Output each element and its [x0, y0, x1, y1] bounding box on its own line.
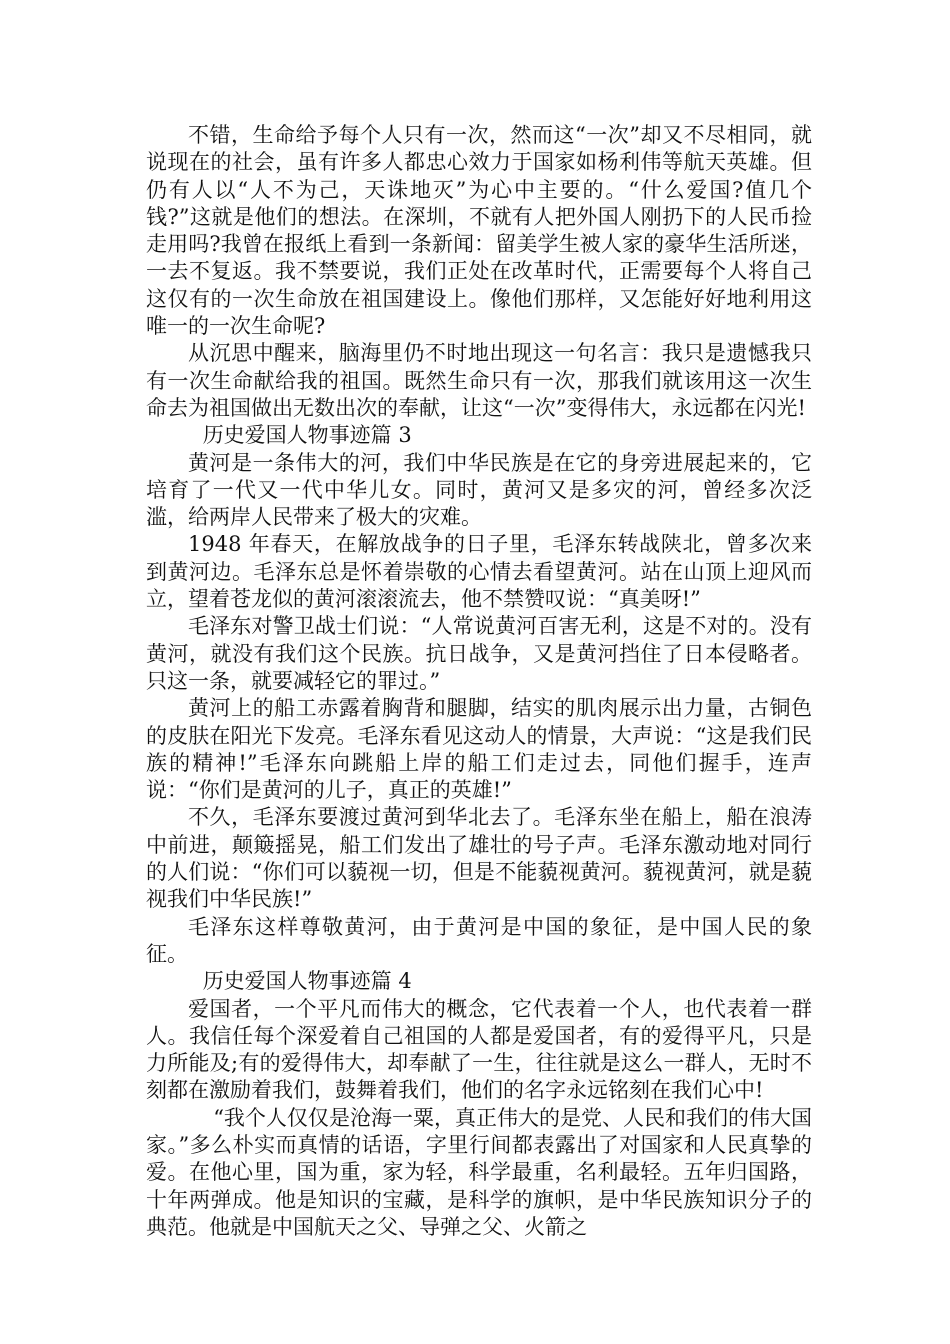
document-body [146, 122, 812, 1241]
paragraph: 黄河是一条伟大的河，我们中华民族是在它的身旁进展起来的，它培育了一代又一代中华儿女。同时，黄河又是多灾的河，曾经多次泛滥，给两岸人民带来了极大的灾难。 [146, 450, 812, 530]
section-heading: 历史爱国人物事迹篇 3 [202, 423, 412, 448]
paragraph: “我个人仅仅是沧海一粟，真正伟大的是党、人民和我们的伟大国家。”多么朴实而真情的话语，字里行间都表露出了对国家和人民真挚的爱。在他心里，国为重，家为轻，科学最重，名利最轻。五年归国路，十年两弹成。他是知识的宝藏，是科学的旗帜，是中华民族知识分子的典范。他就是中国航天之父、导弹之父、火箭之 [146, 1105, 812, 1239]
paragraph: 不久，毛泽东要渡过黄河到华北去了。毛泽东坐在船上，船在浪涛中前进，颠簸摇晃，船工们发出了雄壮的号子声。毛泽东激动地对同行的人们说：“你们可以藐视一切，但是不能藐视黄河。藐视黄河，就是藐视我们中华民族!” [146, 805, 812, 912]
paragraph: 不错，生命给予每个人只有一次，然而这“一次”却又不尽相同，就说现在的社会，虽有许多人都忠心效力于国家如杨利伟等航天英雄。但仍有人以“人不为己，天诛地灭”为心中主要的。“什么爱国?值几个钱?”这就是他们的想法。在深圳，不就有人把外国人刚扔下的人民币捡走用吗?我曾在报纸上看到一条新闻：留美学生被人家的豪华生活所迷，一去不复返。我不禁要说，我们正处在改革时代，正需要每个人将自己这仅有的一次生命放在祖国建设上。像他们那样，又怎能好好地利用这唯一的一次生命呢? [146, 123, 812, 339]
paragraph: 毛泽东对警卫战士们说：“人常说黄河百害无利，这是不对的。没有黄河，就没有我们这个民族。抗日战争，又是黄河挡住了日本侵略者。只这一条，就要减轻它的罪过。” [146, 614, 812, 693]
paragraph: 爱国者，一个平凡而伟大的概念，它代表着一个人，也代表着一群人。我信任每个深爱着自己祖国的人都是爱国者，有的爱得平凡，只是力所能及;有的爱得伟大，却奉献了一生，往往就是这么一群人，无时不刻都在激励着我们，鼓舞着我们，他们的名字永远铭刻在我们心中! [146, 996, 812, 1103]
paragraph: 1948 年春天，在解放战争的日子里，毛泽东转战陕北，曾多次来到黄河边。毛泽东总是怀着崇敬的心情去看望黄河。站在山顶上迎风而立，望着苍龙似的黄河滚滚流去，他不禁赞叹说：“真美呀!” [146, 532, 812, 612]
paragraph: 从沉思中醒来，脑海里仍不时地出现这一句名言：我只是遗憾我只有一次生命献给我的祖国。既然生命只有一次，那我们就该用这一次生命去为祖国做出无数出次的奉献，让这“一次”变得伟大，永远都在闪光! [146, 341, 812, 420]
paragraph: 毛泽东这样尊敬黄河，由于黄河是中国的象征，是中国人民的象征。 [146, 914, 812, 966]
paragraph: 黄河上的船工赤露着胸背和腿脚，结实的肌肉展示出力量，古铜色的皮肤在阳光下发亮。毛泽东看见这动人的情景，大声说：“这是我们民族的精神!”毛泽东向跳船上岸的船工们走过去，同他们握手，连声说：“你们是黄河的儿子，真正的英雄!” [146, 696, 812, 803]
section-heading: 历史爱国人物事迹篇 4 [202, 969, 412, 994]
